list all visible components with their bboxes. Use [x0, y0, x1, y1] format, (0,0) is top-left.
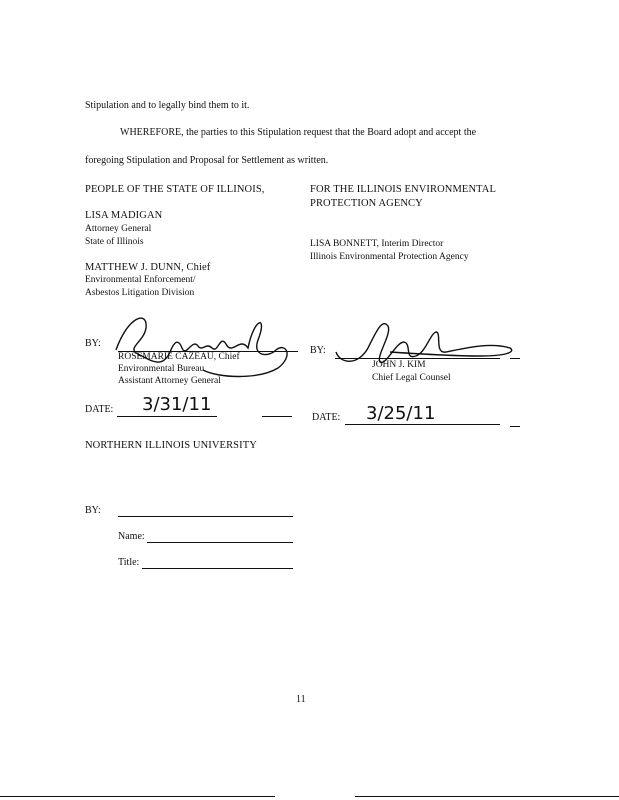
- wherefore-line-2: foregoing Stipulation and Proposal for Settlement as written.: [85, 155, 329, 166]
- left-title-2b: Asbestos Litigation Division: [85, 288, 195, 298]
- left-date-label: DATE:: [85, 404, 114, 415]
- left-date-line-tail: [262, 416, 292, 417]
- left-title-2a: Environmental Enforcement/: [85, 275, 196, 285]
- left-by-label: BY:: [85, 338, 101, 349]
- third-name-label: Name:: [118, 531, 145, 542]
- right-heading-line-1: FOR THE ILLINOIS ENVIRONMENTAL: [310, 184, 496, 195]
- left-title-1a: Attorney General: [85, 224, 152, 234]
- right-title-1: Illinois Environmental Protection Agency: [310, 252, 469, 262]
- right-signer-name: JOHN J. KIM: [372, 360, 426, 370]
- left-name-1: LISA MADIGAN: [85, 210, 163, 221]
- right-signer-title: Chief Legal Counsel: [372, 373, 451, 383]
- right-by-label: BY:: [310, 345, 326, 356]
- page-number: 11: [296, 694, 306, 705]
- left-party-heading: PEOPLE OF THE STATE OF ILLINOIS,: [85, 184, 265, 195]
- left-signer-name: ROSEMARIE CAZEAU, Chief: [118, 352, 240, 362]
- left-name-2: MATTHEW J. DUNN, Chief: [85, 262, 211, 273]
- right-date-label: DATE:: [312, 412, 341, 423]
- paragraph-continuation: Stipulation and to legally bind them to it.: [85, 100, 250, 111]
- scan-edge-line-right: [355, 796, 619, 797]
- third-signature-line: [118, 516, 293, 517]
- third-party-heading: NORTHERN ILLINOIS UNIVERSITY: [85, 440, 257, 451]
- left-title-1b: State of Illinois: [85, 237, 144, 247]
- third-title-label: Title:: [118, 557, 140, 568]
- left-date-line: [117, 416, 217, 417]
- right-date-line: [345, 424, 500, 425]
- right-date-value: 3/25/11: [366, 403, 436, 424]
- left-signer-title-2: Assistant Attorney General: [118, 376, 221, 386]
- third-name-line: [147, 542, 293, 543]
- wherefore-line-1: WHEREFORE, the parties to this Stipulation request that the Board adopt and accept the: [120, 127, 477, 138]
- right-heading-line-2: PROTECTION AGENCY: [310, 198, 423, 209]
- right-date-line-tail: [510, 426, 520, 427]
- left-signer-title-1: Environmental Bureau: [118, 364, 205, 374]
- scan-edge-line-left: [0, 796, 275, 797]
- right-name-1: LISA BONNETT, Interim Director: [310, 239, 444, 249]
- third-title-line: [142, 568, 293, 569]
- third-by-label: BY:: [85, 505, 101, 516]
- left-date-value: 3/31/11: [142, 394, 212, 415]
